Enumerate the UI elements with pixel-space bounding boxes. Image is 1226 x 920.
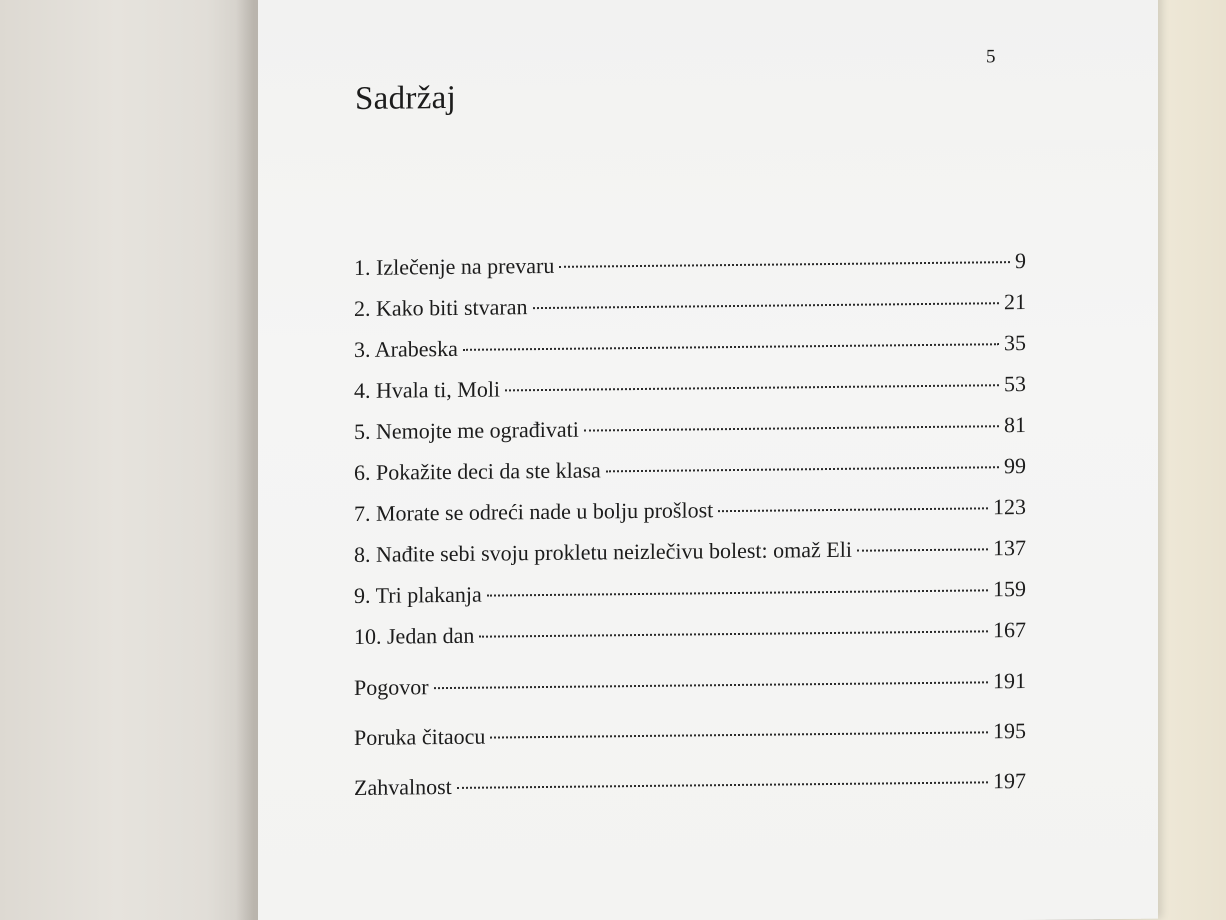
- toc-entry-8: [354, 535, 1026, 583]
- toc-entry-label: 10. Jedan dan: [354, 622, 475, 649]
- dot-leader: [434, 681, 988, 689]
- toc-entry-label: 7. Morate se odreći nade u bolju prošlost: [354, 497, 714, 526]
- toc-entry-page: 191: [993, 667, 1026, 694]
- toc-entry-label: 5. Nemojte me ograđivati: [354, 416, 579, 444]
- toc-entry-1: [354, 248, 1026, 296]
- dot-leader: [559, 261, 1010, 268]
- toc-entry-label: 2. Kako biti stvaran: [354, 294, 528, 321]
- dot-leader: [718, 507, 988, 512]
- dot-leader: [533, 302, 999, 309]
- toc-entry-page: 123: [993, 493, 1026, 520]
- toc-entry-page: 137: [993, 534, 1026, 561]
- toc-entry-label: Poruka čitaocu: [354, 723, 486, 750]
- toc-entry-page: 53: [1004, 370, 1026, 397]
- toc-entry-page: 9: [1015, 247, 1026, 274]
- dot-leader: [463, 343, 999, 351]
- dot-leader: [457, 781, 988, 789]
- toc-entry-page: 81: [1004, 411, 1026, 438]
- toc-entry-6: [354, 453, 1026, 501]
- toc-entry-page: 159: [993, 575, 1026, 602]
- toc-entry-label: Pogovor: [354, 674, 429, 700]
- toc-entry-label: 6. Pokažite deci da ste klasa: [354, 457, 601, 485]
- toc-entry-label: 3. Arabeska: [354, 335, 458, 362]
- toc-entry-label: 1. Izlečenje na prevaru: [354, 252, 555, 280]
- page-title: Sadržaj: [355, 79, 457, 117]
- toc-entry-9: [354, 576, 1026, 624]
- toc-entry-10: [354, 617, 1026, 665]
- toc-entry-page: 21: [1004, 288, 1026, 315]
- dot-leader: [857, 548, 988, 551]
- dot-leader: [606, 466, 999, 472]
- left-page: [0, 0, 258, 920]
- toc-entry-label: Zahvalnost: [354, 773, 452, 800]
- dot-leader: [584, 425, 999, 431]
- toc-entry-4: [354, 371, 1026, 419]
- toc-entry-page: 35: [1004, 329, 1026, 356]
- toc-entry-afterword: [354, 668, 1026, 725]
- right-page: [258, 0, 1158, 920]
- table-of-contents: [354, 248, 1026, 825]
- page-number: 5: [986, 46, 996, 68]
- toc-entry-page: 197: [993, 767, 1026, 794]
- dot-leader: [479, 630, 988, 637]
- toc-entry-acknowledgements: [354, 768, 1026, 825]
- dot-leader: [487, 589, 988, 596]
- toc-entry-7: [354, 494, 1026, 542]
- dot-leader: [505, 384, 999, 391]
- toc-entry-page: 195: [993, 717, 1026, 744]
- toc-entry-page: 167: [993, 616, 1026, 643]
- toc-entry-label: 4. Hvala ti, Moli: [354, 376, 501, 403]
- toc-entry-3: [354, 330, 1026, 378]
- toc-entry-page: 99: [1004, 452, 1026, 479]
- toc-entry-message-to-reader: [354, 718, 1026, 775]
- toc-entry-2: [354, 289, 1026, 337]
- toc-entry-label: 9. Tri plakanja: [354, 581, 482, 608]
- dot-leader: [490, 731, 988, 738]
- toc-entry-5: [354, 412, 1026, 460]
- toc-entry-label: 8. Nađite sebi svoju prokletu neizlečivu bolest: omaž Eli: [354, 536, 852, 567]
